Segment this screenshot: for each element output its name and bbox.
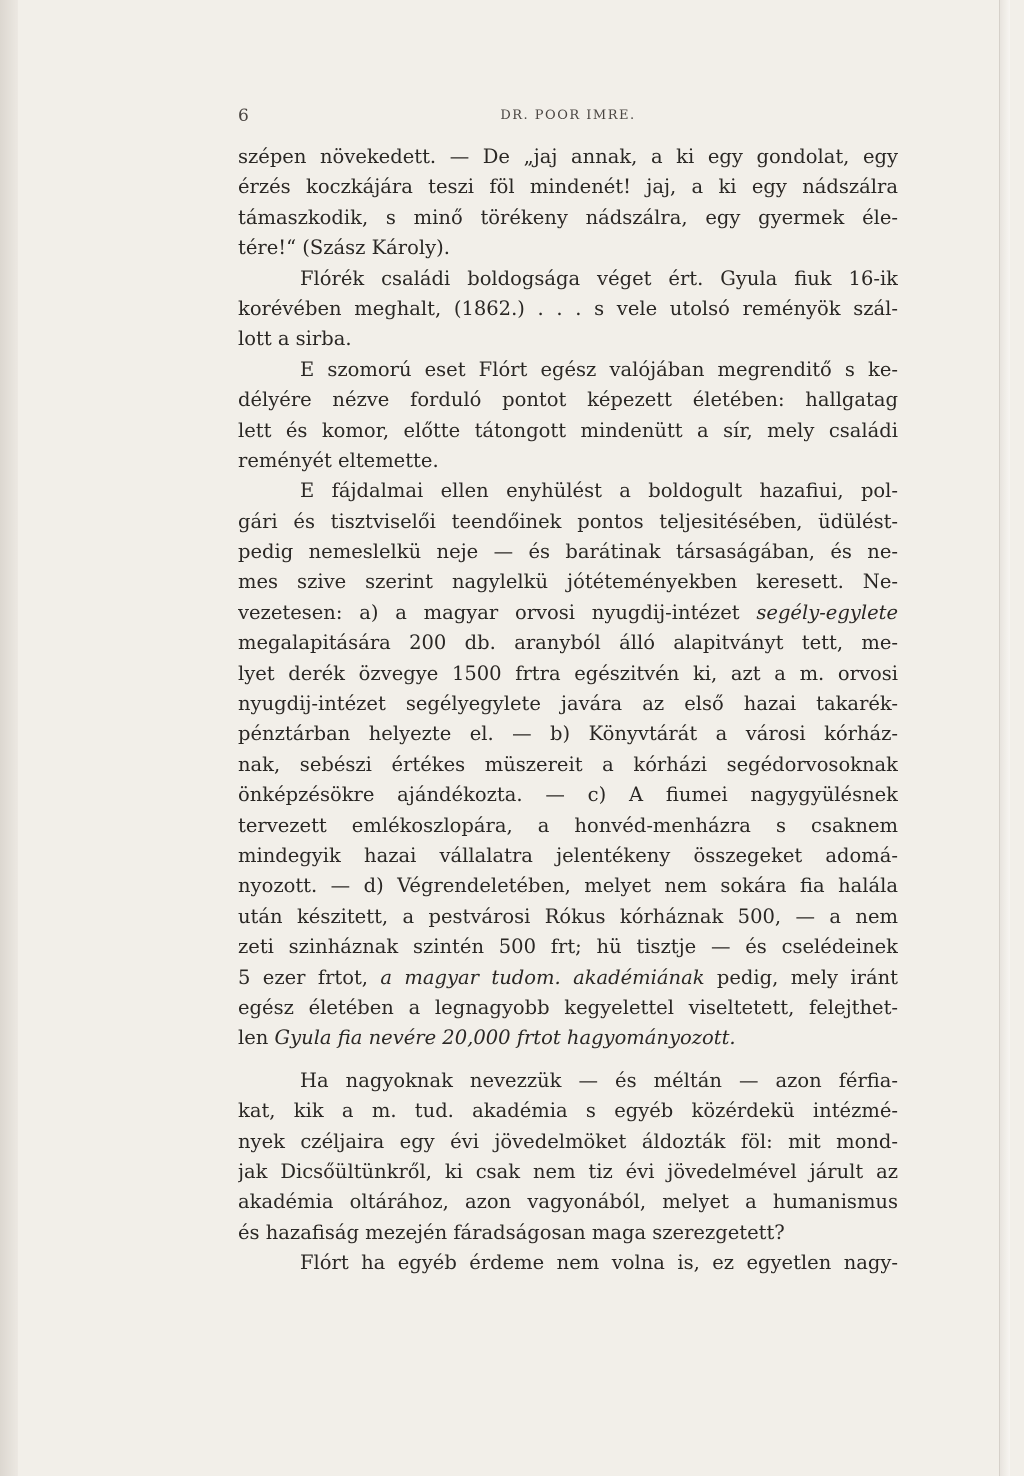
text-line: tervezett emlékoszlopára, a honvéd-menházra s csaknem [238, 813, 898, 837]
text-line: korévében meghalt, (1862.) . . . s vele utolsó reményök szál- [238, 296, 898, 320]
text-line: tére!“ (Szász Károly). [238, 236, 450, 260]
text-line: reményét eltemette. [238, 448, 439, 472]
text-line: kat, kik a m. tud. akadémia s egyéb közérdekü intézmé- [238, 1099, 898, 1123]
text-line: délyére nézve forduló pontot képezett életében: hallgatag [238, 388, 898, 412]
text-line: nyugdij-intézet segélyegylete javára az első hazai takarék- [238, 692, 898, 716]
text-run: 5 ezer frtot, [238, 965, 369, 989]
italic-run: segély-egylete [756, 600, 898, 624]
text-line: pedig nemeslelkü neje — és barátinak társaságában, és ne- [238, 540, 898, 564]
text-line: mindegyik hazai vállalatra jelentékeny összegeket adomá- [238, 843, 898, 867]
italic-run: Gyula fia nevére 20,000 frtot hagyományozott. [274, 1026, 736, 1050]
text-line: jak Dicsőültünkről, ki csak nem tiz évi jövedelmével járult az [238, 1159, 898, 1183]
running-head [238, 104, 898, 128]
text-line: gári és tisztviselői teendőinek pontos teljesitésében, üdülést- [238, 509, 898, 533]
text-line: zeti szinháznak szintén 500 frt; hü tisztje — és cselédeinek [238, 935, 898, 959]
text-line: nak, sebészi értékes müszereit a kórházi segédorvosoknak [238, 752, 898, 776]
right-page-edge [999, 0, 1010, 1476]
italic-run: a magyar tudom. akadémiának [380, 965, 705, 989]
text-line: lett és komor, előtte tátongott mindenütt a sír, mely családi [238, 418, 898, 442]
text-line: nyozott. — d) Végrendeletében, melyet nem sokára fia halála [238, 874, 898, 898]
text-block [238, 104, 898, 1278]
text-run: len [238, 1026, 269, 1050]
text-line: nyek czéljaira egy évi jövedelmöket áldozták föl: mit mond- [238, 1129, 898, 1153]
text-line: Flórt ha egyéb érdeme nem volna is, ez egyetlen nagy- [300, 1251, 898, 1275]
text-run: vezetesen: a) a magyar orvosi nyugdij-intézet [238, 600, 740, 624]
text-line: után készitett, a pestvárosi Rókus kórháznak 500, — a nem [238, 904, 898, 928]
text-line [238, 1023, 898, 1053]
text-line: támaszkodik, s minő törékeny nádszálra, egy gyermek éle- [238, 205, 898, 229]
page-number: 6 [238, 106, 250, 126]
text-line: pénztárban helyezte el. — b) Könyvtárát a városi kórház- [238, 722, 898, 746]
text-line: megalapitására 200 db. aranyból álló alapitványt tett, me- [238, 631, 898, 655]
left-page-shadow [0, 0, 18, 1476]
text-line: Flórék családi boldogsága véget ért. Gyula fiuk 16-ik [300, 266, 898, 290]
text-line: szépen növekedett. — De „jaj annak, a ki egy gondolat, egy [238, 145, 898, 168]
text-line: érzés koczkájára teszi föl mindenét! jaj, a ki egy nádszálra [238, 175, 898, 199]
running-title: DR. POOR IMRE. [500, 108, 636, 123]
paragraph-gap [238, 1054, 898, 1066]
text-line: lott a sirba. [238, 327, 352, 351]
text-line: E szomorú eset Flórt egész valójában megrenditő s ke- [300, 357, 898, 381]
text-line: E fájdalmai ellen enyhülést a boldogult hazafiui, pol- [300, 479, 898, 503]
text-run: pedig, mely iránt [716, 965, 898, 989]
text-line [238, 598, 898, 628]
text-line: és hazafiság mezején fáradságosan maga szerezgetett? [238, 1220, 785, 1244]
text-line: Ha nagyoknak nevezzük — és méltán — azon férfia- [300, 1068, 898, 1092]
text-line: lyet derék özvegye 1500 frtra egészitvén ki, azt a m. orvosi [238, 661, 898, 685]
text-line: egész életében a legnagyobb kegyelettel viseltetett, felejthet- [238, 995, 898, 1019]
text-line: önképzésökre ajándékozta. — c) A fiumei nagygyülésnek [238, 783, 898, 807]
text-line: akadémia oltárához, azon vagyonából, melyet a humanismus [238, 1190, 898, 1214]
text-line [238, 963, 898, 993]
text-line: mes szive szerint nagylelkü jótéteményekben keresett. Ne- [238, 570, 898, 594]
